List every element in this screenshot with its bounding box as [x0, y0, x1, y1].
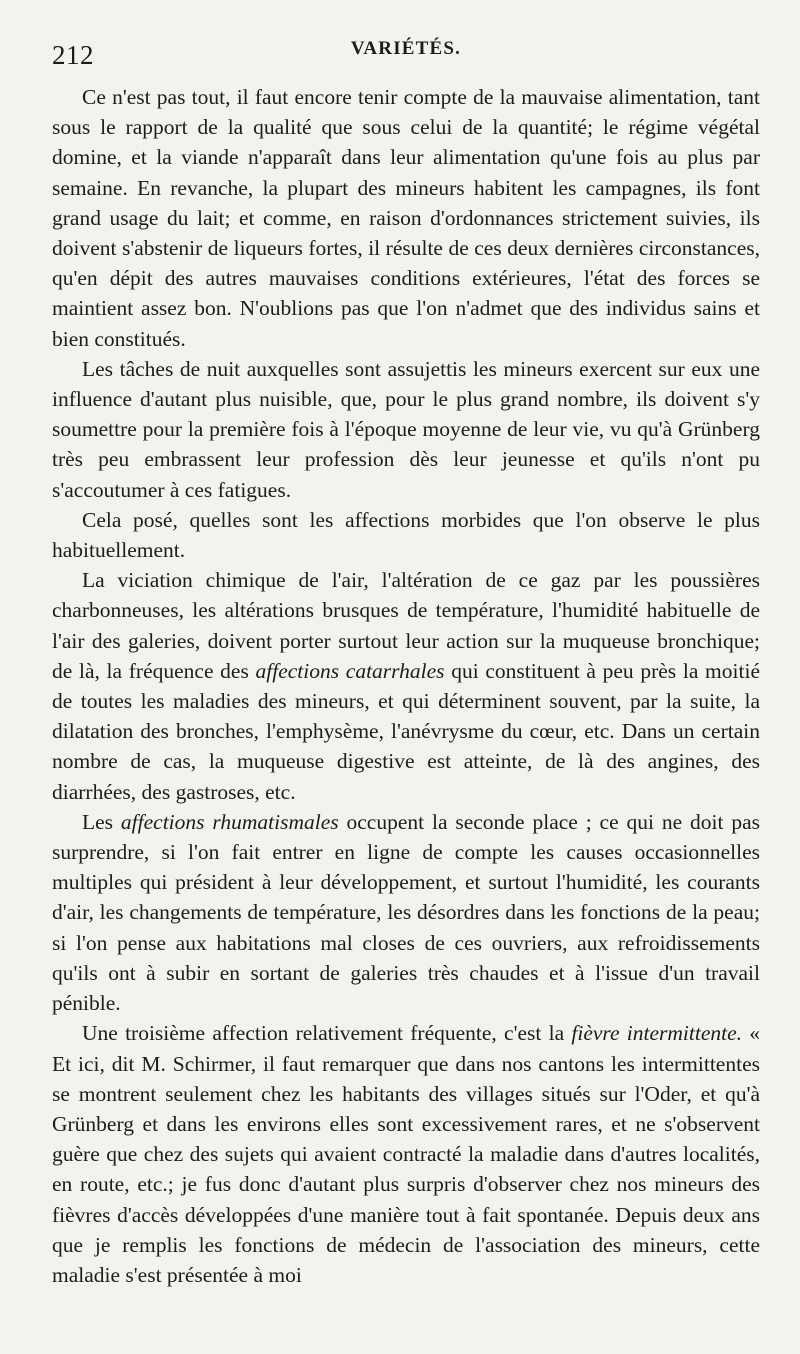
paragraph-text: Ce n'est pas tout, il faut encore tenir compte de la mauvaise alimentation, tant sous le rapport de la qualité que sous celui de la quantité; le régime végétal domine, et la viande n'apparaît dans leur alimentation qu'une fois au plus par semaine. En revanche, la plupart des mineurs habitent les campagnes, ils font grand usage du lait; et comme, en raison d'ordonnances strictement suivies, ils doivent s'abstenir de liqueurs fortes, il résulte de ces deux dernières circonstances, qu'en dépit des autres mauvaises conditions extérieures, l'état des forces se maintient assez bon. N'oublions pas que l'on n'admet que des individus sains et bien constitués. — [52, 85, 760, 351]
paragraph-text: qui constituent à peu près la moitié de toutes les maladies des mineurs, et qui déterminent souvent, par la suite, la dilatation des bronches, l'emphysème, l'anévrysme du cœur, etc. Dans un certain nombre de cas, la muqueuse digestive est atteinte, de là des angines, des diarrhées, des gastroses, etc. — [52, 658, 760, 804]
paragraph-text: occupent la seconde place ; ce qui ne doit pas surprendre, si l'on fait entrer en ligne de compte les causes occasionnelles multiples qui président à leur développement, et surtout l'humidité, les courants d'air, les changements de température, les désordres dans les fonctions de la peau; si l'on pense aux habitations mal closes de ces ouvriers, aux refroidissements qu'ils ont à subir en sortant de galeries très chaudes et à l'issue d'un travail pénible. — [52, 809, 760, 1016]
italic-term: fièvre intermittente. — [571, 1021, 743, 1046]
paragraph-4 — [52, 565, 760, 807]
paragraph-text: La viciation chimique de l'air, l'altération de ce gaz par les poussières charbonneuses, les altérations brusques de température, l'humidité habituelle de l'air des galeries, doivent porter surtout leur action sur la muqueuse bronchique; de là, la fréquence des — [52, 568, 760, 683]
paragraph-6 — [52, 1018, 760, 1290]
paragraph-1 — [52, 82, 760, 354]
running-head: VARIÉTÉS. — [350, 38, 462, 59]
italic-term: affections catarrhales — [255, 658, 445, 683]
body-text — [52, 82, 760, 1290]
italic-term: affections rhumatismales — [120, 809, 339, 834]
paragraph-text: « Et ici, dit M. Schirmer, il faut remarquer que dans nos cantons les intermittentes se montrent seulement chez les habitants des villages situés sur l'Oder, et qu'à Grünberg et dans les environs elles sont excessivement rares, et ne s'observent guère que chez des sujets qui avaient contracté la maladie dans d'autres localités, en route, etc.; je fus donc d'autant plus surpris d'observer chez nos mineurs des fièvres d'accès développées d'une manière tout à fait spontanée. Depuis deux ans que je remplis les fonctions de médecin de l'association des mineurs, cette maladie s'est présentée à moi — [52, 1021, 761, 1287]
paragraph-text: Les — [82, 809, 121, 834]
paragraph-text: Une troisième affection relativement fréquente, c'est la — [82, 1021, 572, 1046]
paragraph-text: Cela posé, quelles sont les affections morbides que l'on observe le plus habituellement. — [52, 507, 760, 563]
page-number: 212 — [52, 40, 94, 70]
paragraph-5 — [52, 807, 760, 1018]
paragraph-3 — [52, 505, 760, 565]
paragraph-2 — [52, 354, 760, 505]
paragraph-text: Les tâches de nuit auxquelles sont assujettis les mineurs exercent sur eux une influence d'autant plus nuisible, que, pour le plus grand nombre, ils doivent s'y soumettre pour la première fois à l'époque moyenne de leur vie, vu qu'à Grünberg très peu embrassent leur profession dès leur jeunesse et qu'ils n'ont pu s'accoutumer à ces fatigues. — [52, 356, 760, 502]
page-header — [52, 34, 760, 74]
